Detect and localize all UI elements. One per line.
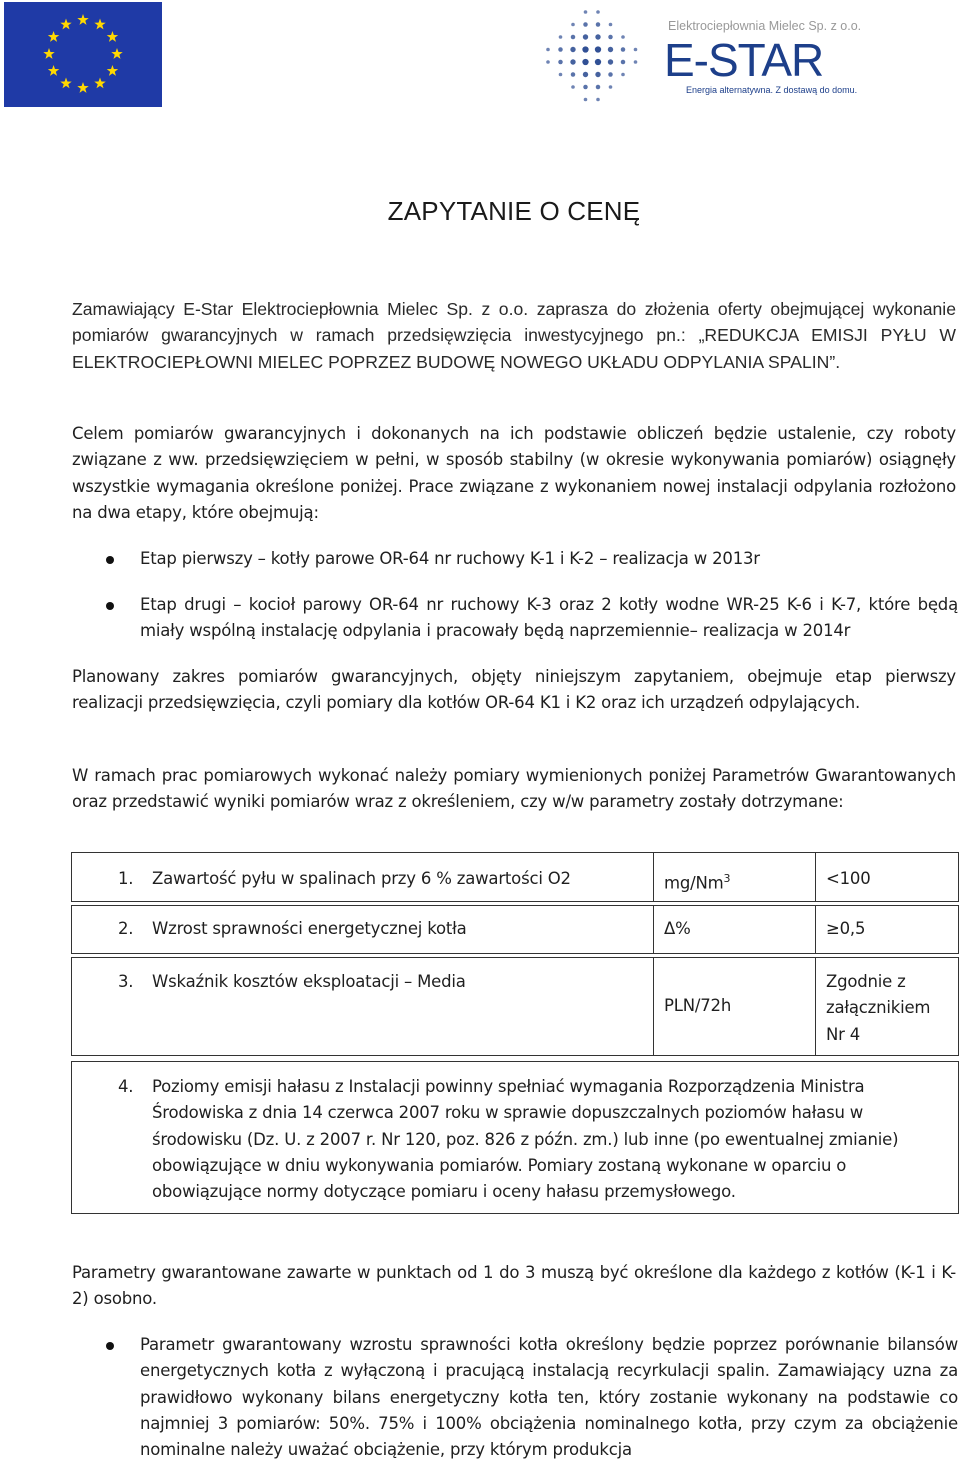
param-cell bbox=[72, 853, 654, 902]
logo-dot bbox=[595, 34, 600, 39]
table-row bbox=[72, 1062, 959, 1214]
logo-dot bbox=[609, 85, 613, 89]
dots-pattern-icon bbox=[546, 10, 637, 101]
value-cell bbox=[816, 958, 959, 1056]
page-title: ZAPYTANIE O CENĘ bbox=[387, 196, 641, 226]
logo-dot bbox=[596, 10, 600, 14]
intro-paragraph: Zamawiający E-Star Elektrociepłownia Mielec Sp. z o.o. zaprasza do złożenia oferty obejmującej wykonanie pomiarów gwarancyjnych w ramach przedsięwzięcia inwestycyjnego pn.: „REDUKCJA EMISJI PYŁU W ELEKTROCIEPŁOWNI MIELEC POPRZEZ BUDOWĘ NOWEGO UKŁADU ODPYLANIA SPALIN”. bbox=[72, 299, 956, 372]
logo-dot bbox=[595, 59, 601, 65]
eu-flag-icon bbox=[4, 2, 162, 107]
logo-dot bbox=[608, 47, 613, 52]
noise-text: Poziomy emisji hałasu z Instalacji powinny spełniać wymagania Rozporządzenia Ministra Środowiska z dnia 14 czerwca 2007 roku w sprawie dopuszczalnych poziomów hałasu w środowisku (Dz. U. z 2007 r. Nr 120, poz. 826 z późn. zm.) lub inne (po ewentualnej zmianie) obowiązujące w dniu wykonywania pomiarów. Pomiary zostaną wykonane w oparciu o obowiązujące normy dotyczące pomiaru i oceny hałasu przemysłowego. bbox=[152, 1077, 899, 1202]
logo-dot bbox=[559, 73, 563, 77]
logo-dot bbox=[571, 23, 575, 27]
logo-dot bbox=[571, 35, 576, 40]
logo-dot bbox=[584, 98, 588, 102]
value-text: ≥0,5 bbox=[826, 919, 866, 938]
table-row bbox=[72, 906, 959, 954]
requirement-paragraph: W ramach prac pomiarowych wykonać należy pomiary wymienionych poniżej Parametrów Gwarantowanych oraz przedstawić wyniki pomiarów wraz z określeniem, czy w/w parametry zostały dotrzymane: bbox=[72, 766, 956, 812]
logo-dot bbox=[608, 59, 613, 64]
logo-dot bbox=[570, 59, 575, 64]
param-cell bbox=[72, 906, 654, 954]
param-cell bbox=[72, 958, 654, 1056]
logo-dot bbox=[546, 60, 550, 64]
logo-dot bbox=[582, 46, 588, 52]
logo-dot bbox=[609, 23, 613, 27]
logo-dot bbox=[595, 46, 601, 52]
param-name: Wskaźnik kosztów eksploatacji – Media bbox=[152, 972, 466, 991]
bullet-icon bbox=[106, 556, 114, 564]
stage-item-1: Etap pierwszy – kotły parowe OR-64 nr ruchowy K-1 i K-2 – realizacja w 2013r bbox=[140, 549, 760, 568]
row-number: 2. bbox=[118, 919, 134, 938]
logo-dot bbox=[570, 47, 575, 52]
unit-text: Δ% bbox=[664, 919, 691, 938]
logo-dot bbox=[571, 72, 576, 77]
logo-dot bbox=[583, 72, 588, 77]
unit-cell bbox=[654, 906, 816, 954]
param-name: Wzrost sprawności energetycznej kotła bbox=[152, 919, 467, 938]
logo-dot bbox=[558, 60, 563, 65]
logo-dot bbox=[608, 72, 613, 77]
logo-dot bbox=[571, 85, 575, 89]
logo-dot bbox=[546, 48, 550, 52]
logo-dot bbox=[583, 22, 588, 27]
noise-cell bbox=[72, 1062, 959, 1214]
logo-dot bbox=[634, 48, 638, 52]
unit-superscript: 3 bbox=[723, 872, 731, 885]
value-text: <100 bbox=[826, 869, 871, 888]
logo-dot bbox=[621, 60, 626, 65]
logo-dot bbox=[596, 98, 600, 102]
efficiency-bullet: Parametr gwarantowany wzrostu sprawności kotła określony będzie poprzez porównanie bilansów energetycznych kotła z wyłączoną i pracującą instalacją recyrkulacji spalin. Zamawiający uzna za prawidłowo wykonany bilans energetyczny kotła ten, który zostanie wykonany na podstawie co najmniej 3 pomiarów: 50%. 75% i 100% obciążenia nominalnego kotła, przy czym za obciążenie nominalne należy uważać obciążenie, przy którym produkcja bbox=[140, 1335, 958, 1460]
logo-dot bbox=[595, 72, 600, 77]
logo-dot bbox=[596, 85, 601, 90]
table-row bbox=[72, 958, 959, 1056]
logo-brand: E-STAR bbox=[664, 34, 824, 86]
bullet-icon bbox=[106, 602, 114, 610]
parameters-table bbox=[71, 852, 959, 1214]
bullet-icon bbox=[106, 1342, 114, 1350]
unit-text: PLN/72h bbox=[664, 996, 732, 1016]
table-row bbox=[72, 853, 959, 902]
param-name: Zawartość pyłu w spalinach przy 6 % zawartości O2 bbox=[152, 869, 571, 888]
logo-dot bbox=[583, 34, 588, 39]
logo-dot bbox=[584, 10, 588, 14]
eu-flag-logo bbox=[4, 2, 162, 107]
value-text: Zgodnie z załącznikiem Nr 4 bbox=[826, 972, 931, 1044]
stage-item-2: Etap drugi – kocioł parowy OR-64 nr ruchowy K-3 oraz 2 kotły wodne WR-25 K-6 i K-7, które będą miały wspólną instalację odpylania i pracowały będą naprzemiennie– realizacja w 2014r bbox=[140, 595, 958, 641]
scope-paragraph: Planowany zakres pomiarów gwarancyjnych, objęty niniejszym zapytaniem, obejmuje etap pierwszy realizacji przedsięwzięcia, czyli pomiary dla kotłów OR-64 K1 i K2 oraz ich urządzeń odpylających. bbox=[72, 667, 956, 713]
logo-dot bbox=[583, 85, 588, 90]
logo-dot bbox=[621, 47, 626, 52]
unit-cell bbox=[654, 958, 816, 1056]
value-cell bbox=[816, 906, 959, 954]
note-paragraph: Parametry gwarantowane zawarte w punktach od 1 do 3 muszą być określone dla każdego z kotłów (K-1 i K-2) osobno. bbox=[72, 1263, 956, 1309]
row-number: 3. bbox=[118, 972, 134, 991]
purpose-paragraph: Celem pomiarów gwarancyjnych i dokonanych na ich podstawie obliczeń będzie ustalenie, czy roboty związane z ww. przedsięwzięciem w pełni, w sposób stabilny (w okresie wykonywania pomiarów) osiągnęły wszystkie wymagania określone poniżej. Prace związane z wykonaniem nowej instalacji odpylania rozłożono na dwa etapy, które obejmują: bbox=[72, 424, 956, 522]
row-number: 1. bbox=[118, 869, 134, 888]
unit-text: mg/Nm bbox=[664, 873, 724, 893]
logo-dot bbox=[634, 60, 638, 64]
logo-dot bbox=[621, 35, 625, 39]
logo-company-line: Elektrociepłownia Mielec Sp. z o.o. bbox=[668, 19, 862, 33]
logo-dot bbox=[559, 35, 563, 39]
logo-slogan: Energia alternatywna. Z dostawą do domu. bbox=[686, 85, 858, 95]
unit-cell bbox=[654, 853, 816, 902]
logo-dot bbox=[596, 22, 601, 27]
logo-dot bbox=[608, 35, 613, 40]
logo-dot bbox=[558, 47, 563, 52]
estar-logo bbox=[540, 4, 880, 112]
value-cell bbox=[816, 853, 959, 902]
logo-dot bbox=[621, 73, 625, 77]
row-number: 4. bbox=[118, 1077, 134, 1096]
logo-dot bbox=[582, 59, 588, 65]
